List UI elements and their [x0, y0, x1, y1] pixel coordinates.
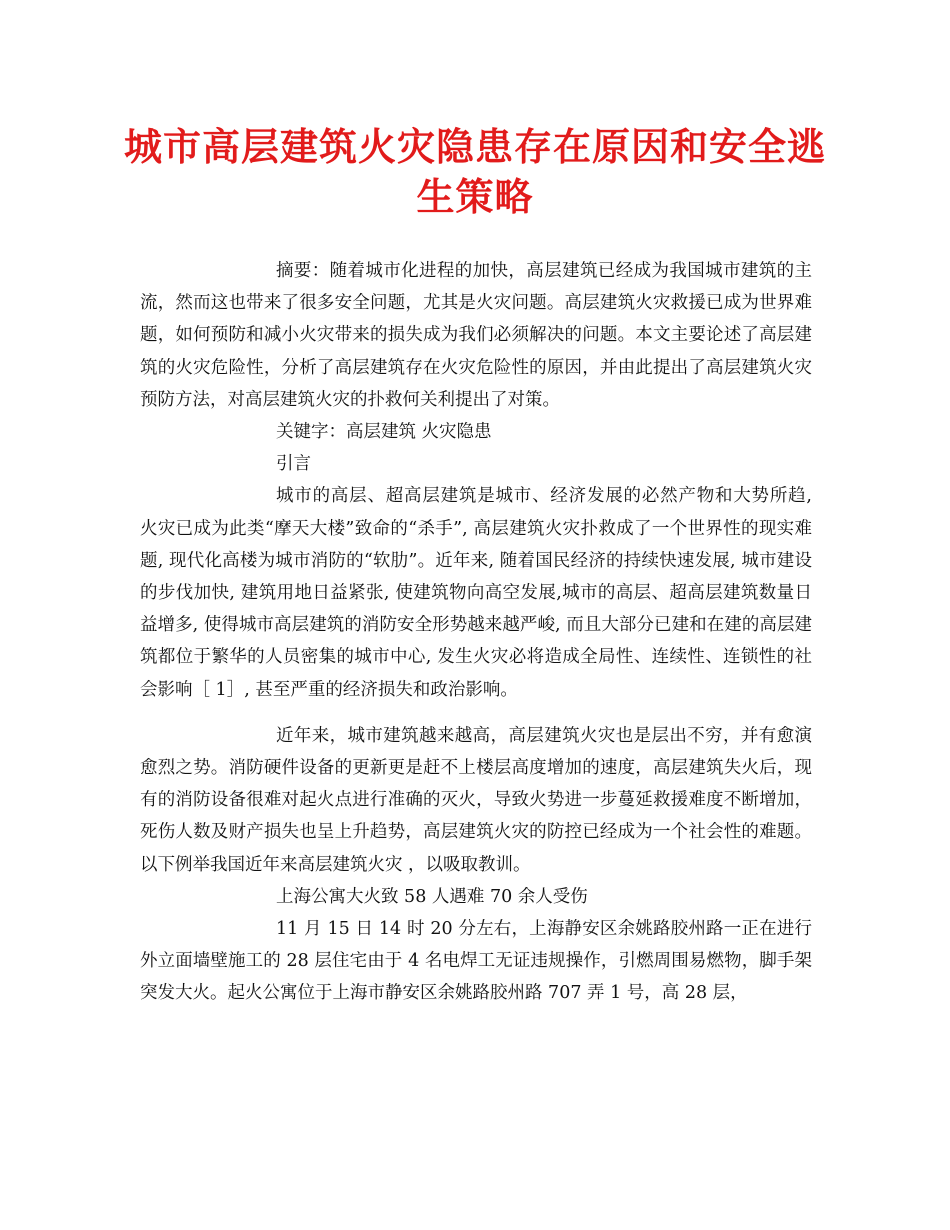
keywords-line: 关键字：高层建筑 火灾隐患 — [276, 422, 492, 443]
document-body — [140, 255, 812, 1010]
abstract-paragraph: 摘要：随着城市化进程的加快，高层建筑已经成为我国城市建筑的主流，然而这也带来了很多安全问题，尤其是火灾问题。高层建筑火灾救援已成为世界难题，如何预防和减小火灾带来的损失成为我们必须解决的问题。本文主要论述了高层建筑的火灾危险性，分析了高层建筑存在火灾危险性的原因，并由此提出了高层建筑火灾预防方法，对高层建筑火灾的扑救何关利提出了对策。 — [140, 261, 812, 410]
body-paragraph: 近年来，城市建筑越来越高，高层建筑火灾也是层出不穷，并有愈演愈烈之势。消防硬件设备的更新更是赶不上楼层高度增加的速度，高层建筑失火后，现有的消防设备很难对起火点进行准确的灭火，导致火势进一步蔓延救援难度不断增加，死伤人数及财产损失也呈上升趋势，高层建筑火灾的防控已经成为一个社会性的难题。以下例举我国近年来高层建筑火灾 ，以吸取教训。 — [140, 725, 812, 875]
section-heading-introduction: 引言 — [276, 454, 311, 475]
body-paragraph: 城市的高层、超高层建筑是城市、经济发展的必然产物和大势所趋, 火灾已成为此类“摩天大楼”致命的“杀手”, 高层建筑火灾扑救成了一个世界性的现实难题, 现代化高楼为城市消防的“软肋”。近年来, 随着国民经济的持续快速发展, 城市建设的步伐加快, 建筑用地日益紧张, 使建筑物向高空发展,城市的高层、超高层建筑数量日益增多, 使得城市高层建筑的消防安全形势越来越严峻, 而且大部分已建和在建的高层建筑都位于繁华的人员密集的城市中心, 发生火灾必将造成全局性、连续性、连锁性的社会影响［ 1］, 甚至严重的经济损失和政治影响。 — [140, 486, 812, 700]
body-paragraph: 11 月 15 日 14 时 20 分左右，上海静安区余姚路胶州路一正在进行外立面墙壁施工的 28 层住宅由于 4 名电焊工无证违规操作，引燃周围易燃物，脚手架突发大火。起火公寓位于上海市静安区余姚路胶州路 707 弄 1 号，高 28 层， — [140, 919, 812, 1004]
case-heading: 上海公寓大火致 58 人遇难 70 余人受伤 — [276, 886, 588, 907]
document-title: 城市高层建筑火灾隐患存在原因和安全逃生策略 — [123, 124, 826, 219]
